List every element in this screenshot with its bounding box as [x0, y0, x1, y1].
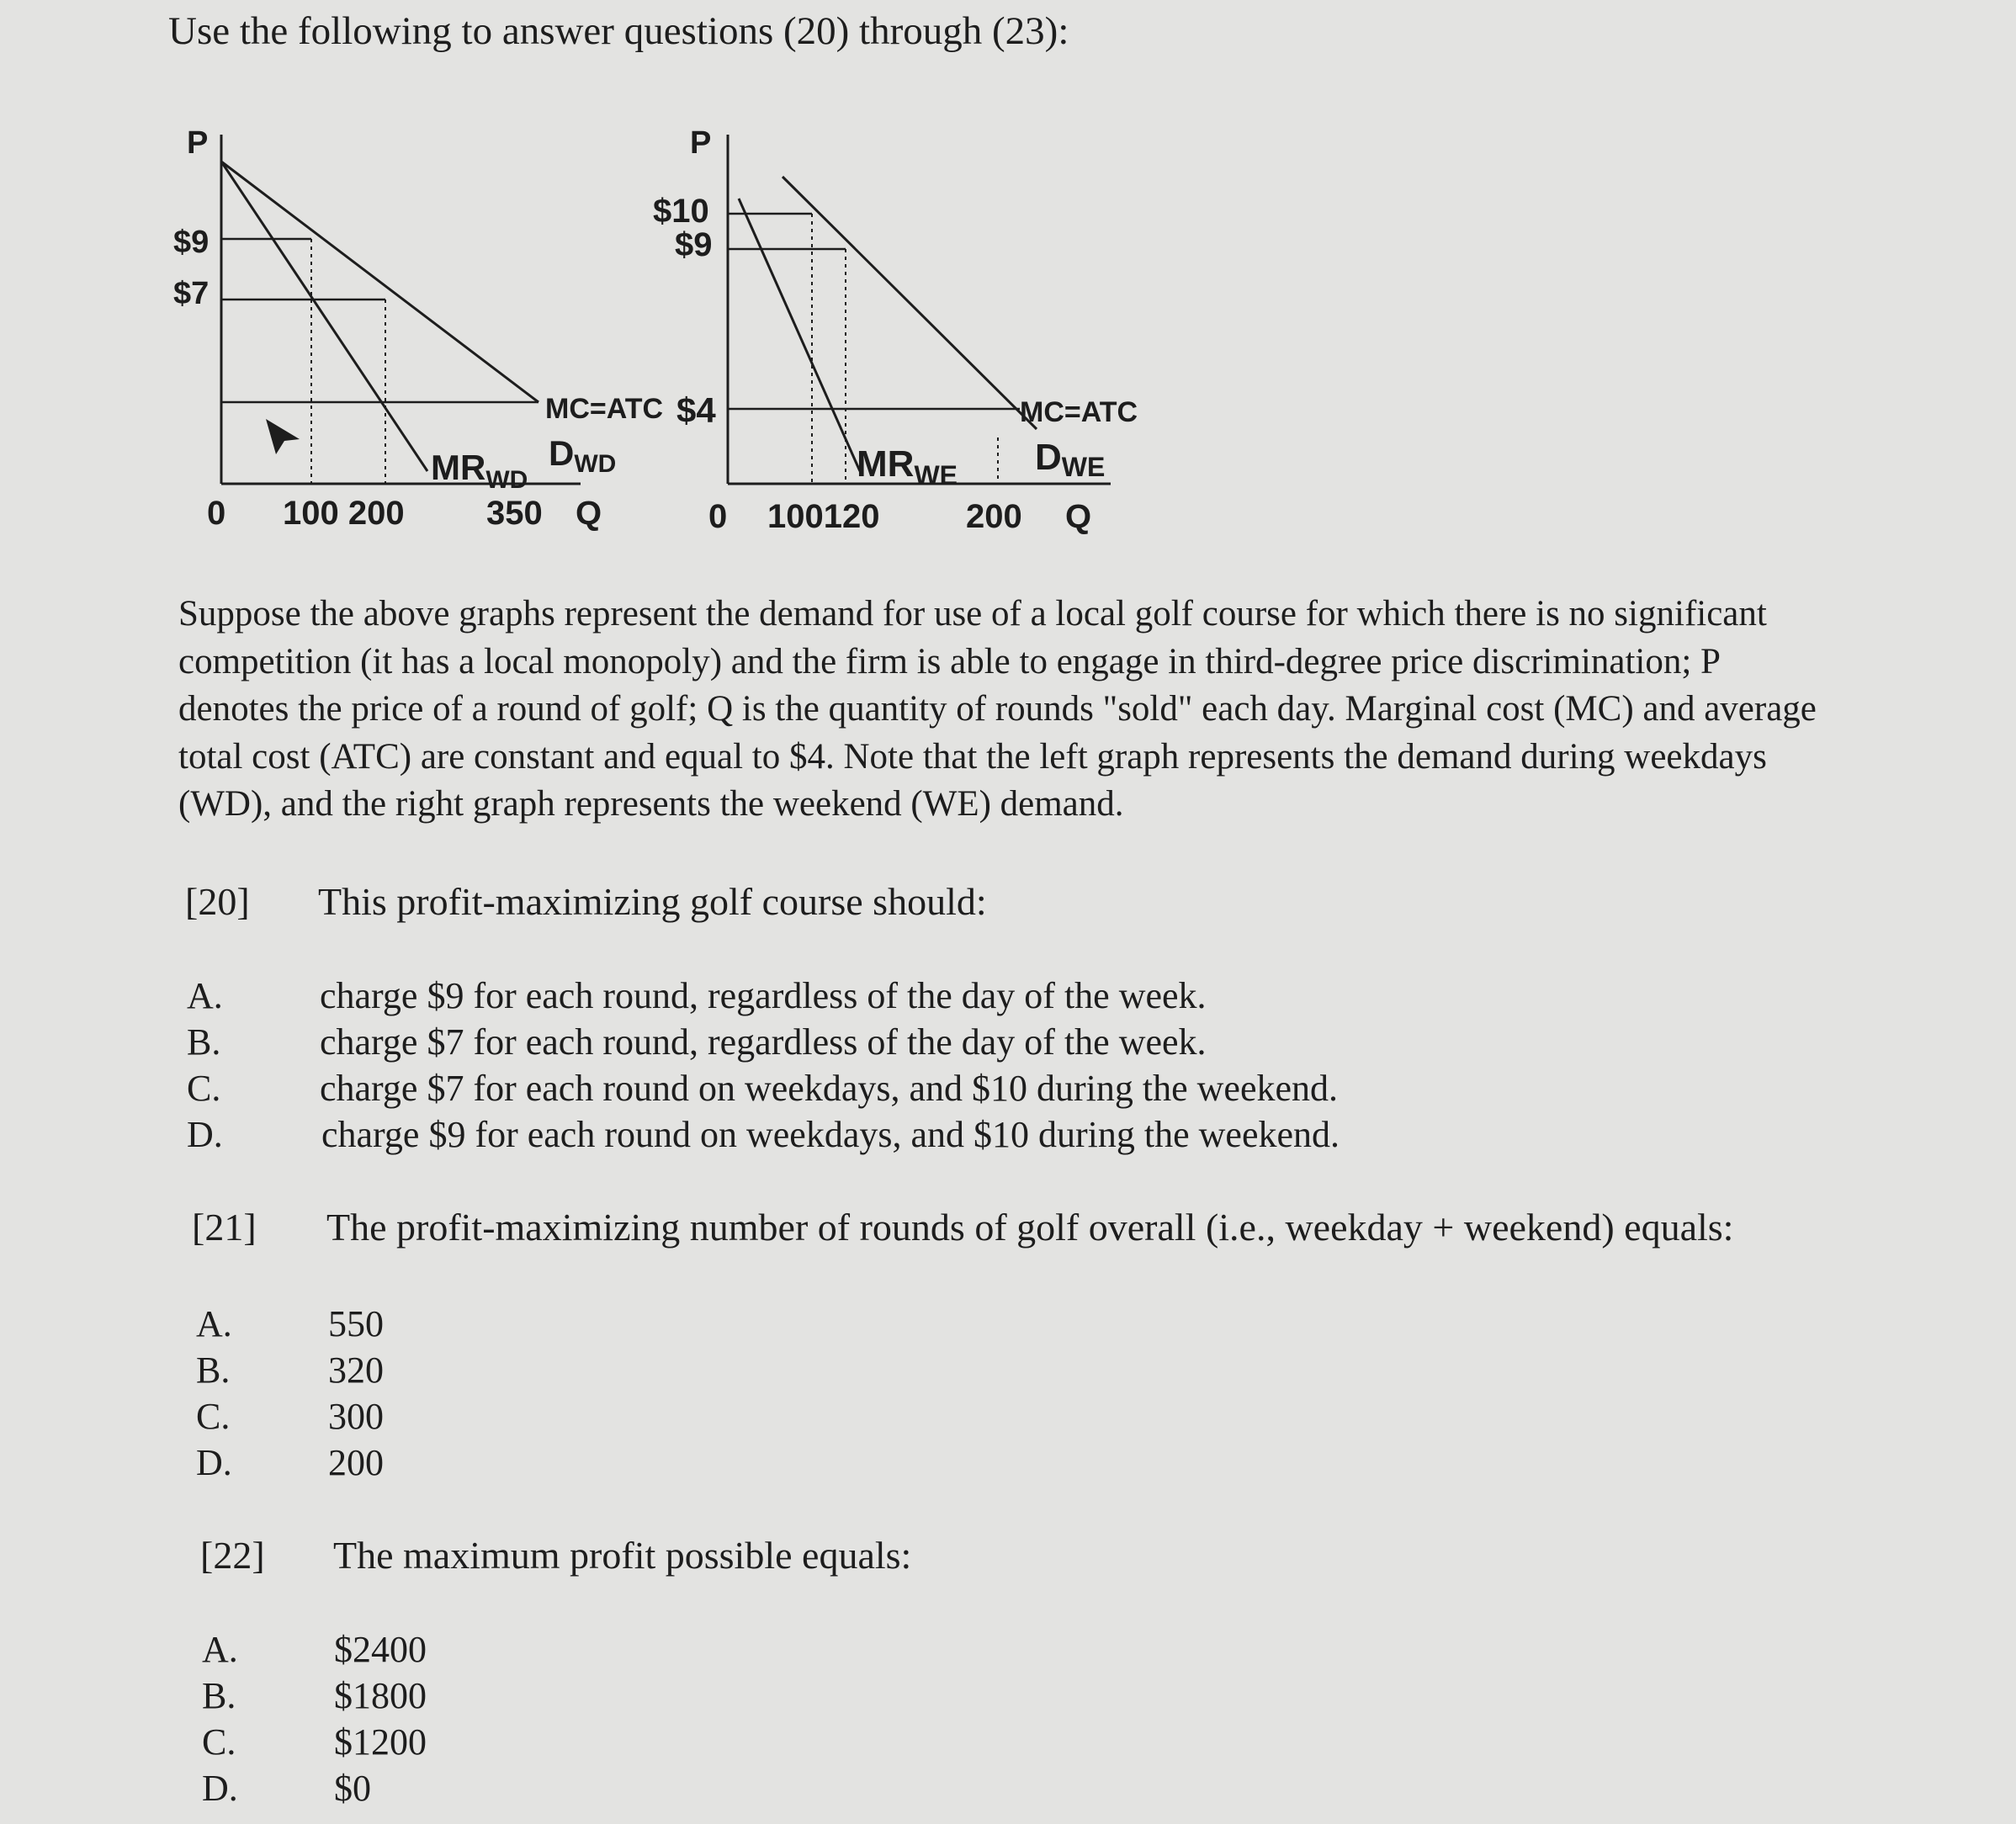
left-demand-label: DWD: [549, 433, 617, 478]
scenario-paragraph: Suppose the above graphs represent the demand for use of a local golf course for which there is no significant competition (it has a local monopoly) and the firm is able to engage in third-degree price discrimination; P denotes the price of a round of golf; Q is the quantity of rounds "sold" each day. Marginal cost (MC) and average total cost (ATC) are constant and equal to $4. Note that the left graph represents the demand during weekdays (WD), and the right graph represents the weekend (WE) demand.: [178, 594, 1817, 824]
option-text: charge $7 for each round, regardless of the day of the week.: [320, 1021, 1207, 1063]
option-text: charge $9 for each round, regardless of the day of the week.: [320, 975, 1207, 1016]
right-price-10-label: $10: [653, 193, 709, 230]
left-mr-curve: [221, 162, 427, 471]
option-text: charge $7 for each round on weekdays, and $10 during the weekend.: [320, 1068, 1338, 1109]
question-text: The maximum profit possible equals:: [333, 1534, 912, 1577]
option-letter: B.: [196, 1349, 231, 1391]
option-letter: C.: [196, 1396, 231, 1437]
left-x-tick-350: 350: [486, 495, 543, 532]
option-text: $1800: [334, 1675, 427, 1716]
left-x-tick-100-200: 100 200: [283, 495, 405, 532]
option-letter: A.: [196, 1303, 232, 1344]
option-letter: A.: [187, 975, 223, 1016]
question-number: [21]: [192, 1206, 257, 1249]
right-x-tick-0: 0: [708, 498, 728, 535]
left-mc-atc-label: MC=ATC: [545, 393, 664, 425]
right-mr-label: $MR_{WE}$: [857, 443, 958, 490]
option-letter: D.: [196, 1442, 232, 1483]
demand-graphs: [0, 0, 2016, 589]
question-number: [20]: [185, 880, 250, 923]
option-text: charge $9 for each round on weekdays, and $10 during the weekend.: [321, 1114, 1340, 1155]
right-mr-curve: [739, 199, 860, 471]
left-mr-label: $MR_{WD}$: [431, 448, 528, 494]
question-text: This profit-maximizing golf course should:: [318, 880, 987, 923]
option-letter: B.: [202, 1675, 236, 1716]
option-text: $0: [334, 1768, 371, 1809]
left-p-axis-label: P: [187, 125, 209, 161]
option-letter: A.: [202, 1629, 238, 1670]
right-mc-atc-label: MC=ATC: [1020, 396, 1138, 428]
option-letter: B.: [187, 1021, 221, 1063]
question-text: The profit-maximizing number of rounds of golf overall (i.e., weekday + weekend) equals:: [326, 1206, 1734, 1249]
left-demand-curve: [221, 162, 538, 402]
cursor-arrow-icon: [266, 419, 300, 454]
intro-text: Use the following to answer questions (20) through (23):: [168, 9, 1069, 53]
option-text: $2400: [334, 1629, 427, 1670]
right-q-axis-label: Q: [1065, 498, 1092, 535]
right-price-4-label: $4: [676, 390, 716, 430]
right-demand-label: DWE: [1035, 437, 1106, 482]
right-graph: [728, 135, 1111, 484]
right-p-axis-label: P: [690, 125, 712, 161]
right-x-tick-200: 200: [966, 498, 1022, 535]
option-text: 200: [328, 1442, 384, 1483]
option-letter: D.: [187, 1114, 223, 1155]
right-demand-curve: [783, 177, 1037, 429]
right-price-9-label: $9: [675, 226, 713, 263]
option-letter: C.: [187, 1068, 221, 1109]
left-q-axis-label: Q: [576, 495, 602, 532]
option-text: $1200: [334, 1721, 427, 1763]
option-text: 300: [328, 1396, 384, 1437]
option-text: 320: [328, 1349, 384, 1391]
option-letter: D.: [202, 1768, 238, 1809]
left-price-9-label: $9: [173, 225, 210, 260]
right-x-tick-100-120: 100120: [767, 498, 880, 535]
option-letter: C.: [202, 1721, 236, 1763]
left-x-tick-0: 0: [207, 495, 226, 532]
left-price-7-label: $7: [173, 276, 210, 311]
option-text: 550: [328, 1303, 384, 1344]
question-number: [22]: [200, 1534, 265, 1577]
